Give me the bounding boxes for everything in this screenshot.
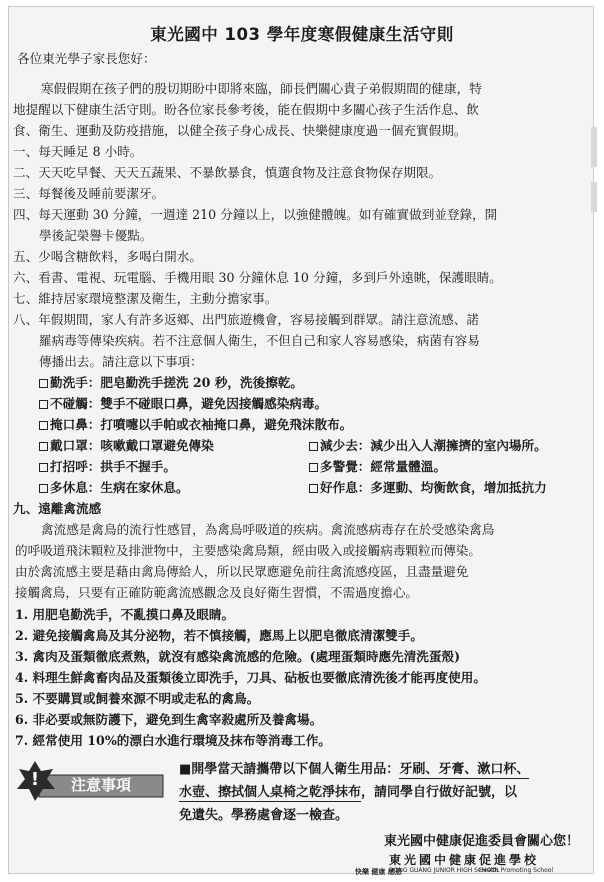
document-page xyxy=(8,6,594,874)
intro-line: 寒假假期在孩子們的殷切期盼中即將來臨，師長們關心貴子弟假期間的健康，特 xyxy=(41,81,482,96)
checklist-item: 打招呼：拱手不握手。 xyxy=(39,459,176,474)
signature: 東光國中健康促進委員會關心您！ xyxy=(383,834,579,849)
rule-line: 一、每天睡足 8 小時。 xyxy=(13,144,143,159)
checkbox-icon xyxy=(39,400,48,409)
badge-symbol: ! xyxy=(30,769,40,790)
checkbox-icon xyxy=(39,484,48,493)
checkbox-icon xyxy=(39,442,48,451)
badge-label: 注意事項 xyxy=(71,776,132,794)
checklist-item: 好作息：多運動、均衡飲食，增加抵抗力 xyxy=(309,480,547,495)
rule-line: 羅病毒等傳染疾病。若不注意個人衛生，不但自己和家人容易感染，病菌有容易 xyxy=(39,333,480,348)
checklist-item: 多休息：生病在家休息。 xyxy=(39,480,189,495)
rule-line: 五、少喝含糖飲料，多喝白開水。 xyxy=(13,249,202,264)
page-edge-mark xyxy=(591,182,597,212)
intro-line: 食、衛生、運動及防疫措施，以健全孩子身心成長、快樂健康度過一個充實假期。 xyxy=(13,123,467,138)
section-paragraph-line: 的呼吸道飛沫顆粒及排泄物中，主要感染禽鳥類，經由吸入或接觸病毒顆粒而傳染。 xyxy=(15,543,481,558)
section-paragraph-line: 禽流感是禽鳥的流行性感冒，為禽鳥呼吸道的疾病。禽流感病毒存在於受感染禽鳥 xyxy=(41,522,495,537)
rule-line: 學後記榮譽卡優點。 xyxy=(39,228,153,243)
stamp-slogan: 快樂 健康 感恩 xyxy=(355,867,402,876)
list-item: 4. 料理生鮮禽畜肉品及蛋類後立即洗手，刀具、砧板也要徹底清洗後才能再度使用。 xyxy=(15,670,486,685)
notice-line: 免遺失。學務處會逐一檢查。 xyxy=(179,808,349,823)
notice-line: 水壺、擦拭個人桌椅之乾淨抹布，請同學自行做好記號，以 xyxy=(179,785,518,800)
notice-line: ■開學當天請攜帶以下個人衛生用品：牙刷、牙膏、漱口杯、 xyxy=(179,762,530,777)
list-item: 2. 避免接觸禽鳥及其分泌物，若不慎接觸，應馬上以肥皂徹底清潔雙手。 xyxy=(15,628,423,643)
checklist-item: 減少去：減少出入人潮擁擠的室內場所。 xyxy=(309,438,547,453)
document-title: 東光國中 103 學年度寒假健康生活守則 xyxy=(150,25,454,44)
bullet-icon: ■ xyxy=(179,762,192,777)
rule-line: 八、年假期間，家人有許多返鄉、出門旅遊機會，容易接觸到群眾。請注意流感、諾 xyxy=(13,312,479,327)
rule-line: 二、天天吃早餐、天天五蔬果、不暴飲暴食，慎選食物及注意食物保存期限。 xyxy=(13,165,442,180)
checklist-item: 不碰觸：雙手不碰眼口鼻，避免因接觸感染病毒。 xyxy=(39,396,327,411)
list-item: 5. 不要購買或飼養來源不明或走私的禽鳥。 xyxy=(15,691,260,706)
checkbox-icon xyxy=(39,463,48,472)
section-heading: 九、遠離禽流感 xyxy=(13,501,102,516)
checkbox-icon xyxy=(309,442,318,451)
rule-line: 傳播出去。請注意以下事項： xyxy=(39,354,203,369)
rule-line: 四、每天運動 30 分鐘，一週達 210 分鐘以上，以強健體魄。如有確實做到並登錄，開 xyxy=(13,207,498,222)
checklist-item: 多警覺：經常量體溫。 xyxy=(309,459,446,474)
checklist-item: 掩口鼻：打噴嚏以手帕或衣袖掩口鼻，避免飛沫散布。 xyxy=(39,417,352,432)
rule-line: 六、看書、電視、玩電腦、手機用眼 30 分鐘休息 10 分鐘，多到戶外遠眺，保護眼睛。 xyxy=(13,270,502,285)
rule-line: 三、每餐後及睡前要潔牙。 xyxy=(13,186,165,201)
checkbox-icon xyxy=(39,421,48,430)
section-paragraph-line: 接觸禽鳥，只要有正確防範禽流感觀念及良好衛生習慣，不需過度擔心。 xyxy=(15,585,418,600)
list-item: 3. 禽肉及蛋類徹底煮熟，就沒有感染禽流感的危險。(處理蛋類時應先清洗蛋殼) xyxy=(15,649,461,664)
checkbox-icon xyxy=(39,379,48,388)
checkbox-icon xyxy=(309,484,318,493)
greeting: 各位東光學子家長您好： xyxy=(17,51,156,66)
school-stamp xyxy=(389,854,589,878)
intro-line: 地提醒以下健康生活守則。盼各位家長參考後，能在假期中多關心孩子生活作息、飲 xyxy=(13,102,479,117)
rule-line: 七、維持居家環境整潔及衛生，主動分擔家事。 xyxy=(13,291,278,306)
stamp-school-english: DONG GUANG JUNIOR HIGH SCHOOL xyxy=(389,867,500,874)
notice-badge xyxy=(13,759,165,803)
list-item: 6. 非必要或無防護下，避免到生禽宰殺處所及養禽場。 xyxy=(15,712,323,727)
checklist-item: 勤洗手：肥皂勤洗手搓洗 20 秒，洗後擦乾。 xyxy=(39,375,303,390)
section-paragraph-line: 由於禽流感主要是藉由禽鳥傳給人，所以民眾應避免前往禽流感疫區，且盡量避免 xyxy=(15,564,469,579)
checkbox-icon xyxy=(309,463,318,472)
list-item: 1. 用肥皂勤洗手，不亂摸口鼻及眼睛。 xyxy=(15,607,235,622)
list-item: 7. 經常使用 10%的漂白水進行環境及抹布等消毒工作。 xyxy=(15,733,331,748)
page-edge-mark xyxy=(591,127,597,167)
checklist-item: 戴口罩：咳嗽戴口罩避免傳染 xyxy=(39,438,214,453)
stamp-program: Health Promoting School xyxy=(479,867,554,874)
stamp-school-name: 東光國中健康促進學校 xyxy=(389,853,540,867)
